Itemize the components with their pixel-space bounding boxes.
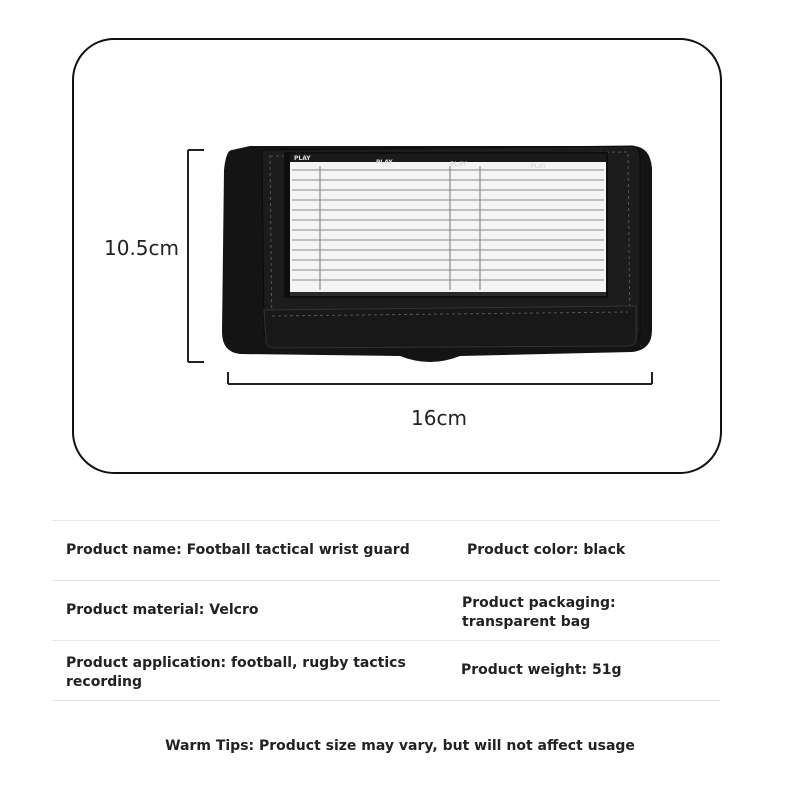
- spec-row: [52, 580, 720, 640]
- play-card: [290, 154, 606, 296]
- spec-table: [52, 520, 720, 701]
- product-application-line2: recording: [66, 674, 143, 690]
- width-dimension-line: [228, 372, 652, 384]
- spec-row: [52, 520, 720, 580]
- product-application-line1: Product application: football, rugby tactics: [66, 655, 406, 671]
- height-dimension-line: [188, 150, 204, 362]
- product-color: Product color: black: [467, 542, 626, 558]
- product-packaging-line2: transparent bag: [462, 614, 591, 630]
- product-packaging-line1: Product packaging:: [462, 595, 616, 611]
- card-header-3: PLAY: [450, 161, 467, 168]
- height-label: 10.5cm: [104, 236, 180, 260]
- warm-tips: Warm Tips: Product size may vary, but will not affect usage: [165, 738, 635, 754]
- product-name: Product name: Football tactical wrist guard: [66, 542, 410, 558]
- width-label: 16cm: [411, 406, 467, 430]
- card-header-2: PLAY: [376, 159, 393, 166]
- card-header-1: PLAY: [294, 155, 311, 162]
- product-weight: Product weight: 51g: [461, 662, 622, 678]
- spec-row: [52, 640, 720, 701]
- card-header-4: PLAY: [530, 163, 547, 170]
- product-material: Product material: Velcro: [66, 602, 259, 618]
